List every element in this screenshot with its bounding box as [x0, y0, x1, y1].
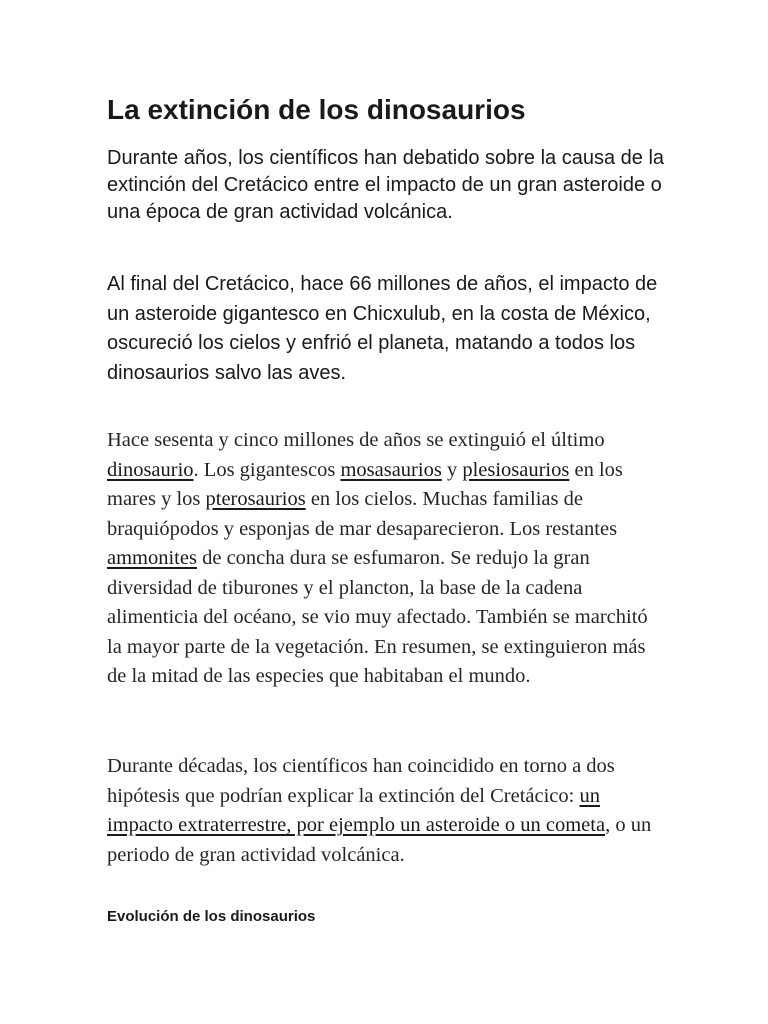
- paragraph-text: de concha dura se esfumaron. Se redujo la gran diversidad de tiburones y el plancton, la base de la cadena alimenticia del océano, se vio muy afectado. También se marchitó la mayor parte de la vegetación. En resumen, se extinguieron más de la mitad de las especies que habitaban el mundo.: [107, 547, 648, 687]
- link-dinosaurio[interactable]: dinosaurio: [107, 458, 194, 481]
- paragraph-text: Durante décadas, los científicos han coincidido en torno a dos hipótesis que podrían explicar la extinción del Cretácico:: [107, 755, 615, 807]
- paragraph-asteroid-impact: Al final del Cretácico, hace 66 millones de años, el impacto de un asteroide gigantesco en Chicxulub, en la costa de México, oscureció los cielos y enfrió el planeta, matando a todos los dinosaurios salvo las aves.: [107, 273, 658, 384]
- paragraph-text: en los mares y los: [107, 458, 623, 510]
- paragraph-text: Hace sesenta y cinco millones de años se extinguió el último: [107, 429, 605, 451]
- paragraph-extinct-species: [107, 426, 667, 692]
- page-title: La extinción de los dinosaurios: [107, 94, 526, 125]
- paragraph-hypotheses: [107, 752, 667, 870]
- link-impacto-extraterrestre[interactable]: un impacto extraterrestre, por ejemplo un asteroide o un cometa: [107, 784, 606, 836]
- paragraph-text: . Los gigantescos: [193, 458, 341, 481]
- link-ammonites[interactable]: ammonites: [107, 547, 197, 569]
- link-pterosaurios[interactable]: pterosaurios: [205, 488, 306, 510]
- paragraph-text: en los cielos. Muchas familias de braquiópodos y esponjas de mar desaparecieron. Los restantes: [107, 488, 618, 540]
- paragraph-text: y: [441, 458, 463, 481]
- section-subheading: Evolución de los dinosaurios: [107, 908, 316, 925]
- link-mosasaurios[interactable]: mosasaurios: [340, 458, 442, 481]
- link-plesiosaurios[interactable]: plesiosaurios: [462, 458, 570, 481]
- paragraph-text: , o un periodo de gran actividad volcánica.: [107, 814, 652, 866]
- lead-paragraph: Durante años, los científicos han debatido sobre la causa de la extinción del Cretácico entre el impacto de un gran asteroide o una época de gran actividad volcánica.: [107, 147, 665, 223]
